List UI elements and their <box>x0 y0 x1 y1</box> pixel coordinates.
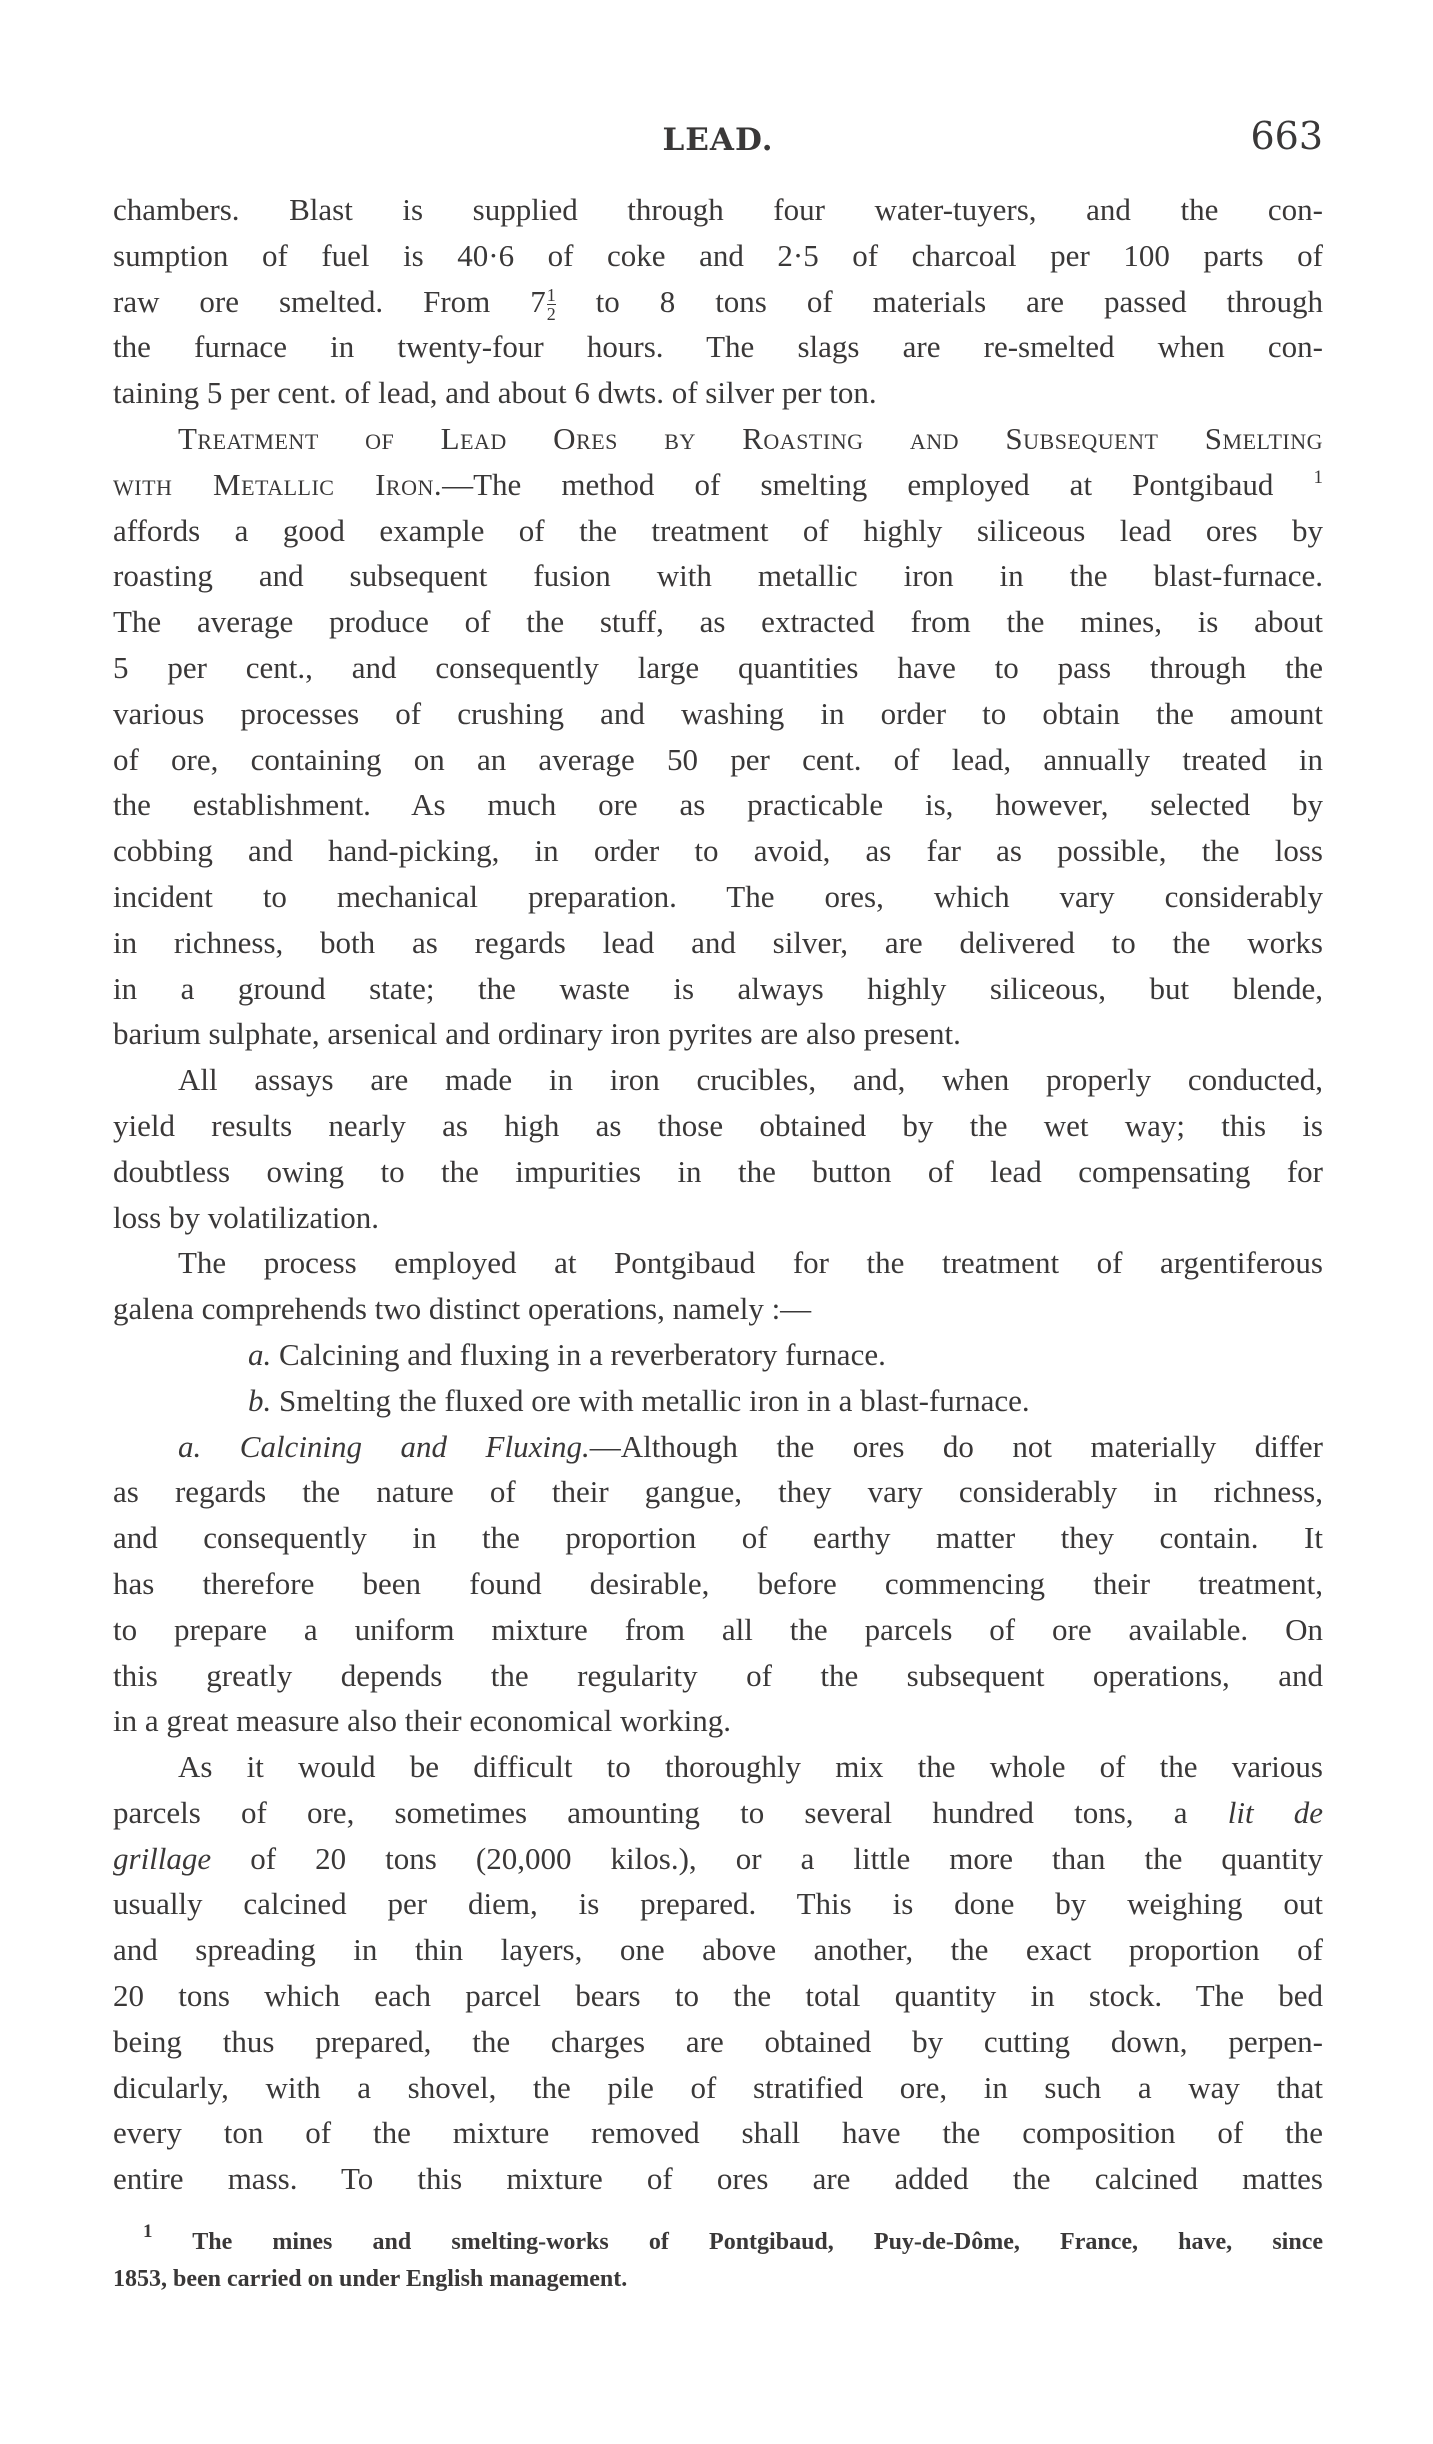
text-line: cobbing and hand-picking, in order to avoid, as far as possible, the loss <box>113 833 1323 869</box>
text-line: affords a good example of the treatment of highly siliceous lead ores by <box>113 512 1323 548</box>
mixed-fraction <box>530 283 556 324</box>
fraction-whole: 7 <box>530 283 546 319</box>
text-segment: parcels of ore, sometimes amounting to several hundred tons, a <box>113 1794 1188 1830</box>
list-item-text: Smelting the fluxed ore with metallic iron in a blast-furnace. <box>279 1382 1030 1418</box>
body-text <box>113 187 1323 2202</box>
italic-term: lit de <box>1227 1794 1324 1830</box>
text-line <box>113 1836 1323 1882</box>
text-segment: of 20 tons (20,000 kilos.), or a little more than the quantity <box>250 1840 1323 1876</box>
footnote-marker: 1 <box>143 2221 153 2242</box>
list-marker: a. <box>248 1336 272 1372</box>
text-line: as regards the nature of their gangue, they vary considerably in richness, <box>113 1474 1323 1510</box>
text-line: entire mass. To this mixture of ores are added the calcined mattes <box>113 2161 1323 2197</box>
subsection-marker: a. <box>178 1428 202 1464</box>
text-segment: —Although the ores do not materially differ <box>589 1428 1323 1464</box>
italic-term: grillage <box>113 1840 212 1876</box>
text-line: in a ground state; the waste is always highly siliceous, but blende, <box>113 970 1323 1006</box>
running-title: LEAD. <box>662 122 774 158</box>
text-line: has therefore been found desirable, before commencing their treatment, <box>113 1565 1323 1601</box>
text-line: the establishment. As much ore as practicable is, however, selected by <box>113 787 1323 823</box>
text-line: loss by volatilization. <box>113 1199 380 1235</box>
text-line: 20 tons which each parcel bears to the total quantity in stock. The bed <box>113 1978 1323 2014</box>
list-item <box>113 1332 1323 1378</box>
fraction-denominator: 2 <box>546 303 556 324</box>
running-head <box>113 114 1323 168</box>
list-item <box>113 1378 1323 1424</box>
text-line <box>113 1424 1323 1470</box>
text-line: chambers. Blast is supplied through four water-tuyers, and the con- <box>113 192 1323 227</box>
text-line: to prepare a uniform mixture from all the parcels of ore available. On <box>113 1611 1323 1647</box>
text-line: incident to mechanical preparation. The ores, which vary considerably <box>113 878 1323 914</box>
page-number: 663 <box>1250 114 1323 158</box>
text-line: The process employed at Pontgibaud for the treatment of argentiferous <box>178 1245 1323 1281</box>
text-line <box>113 279 1323 325</box>
text-line: being thus prepared, the charges are obtained by cutting down, perpen- <box>113 2023 1323 2059</box>
text-line: All assays are made in iron crucibles, and, when properly conducted, <box>178 1062 1323 1098</box>
text-line: barium sulphate, arsenical and ordinary iron pyrites are also present. <box>113 1016 961 1052</box>
text-line: every ton of the mixture removed shall have the composition of the <box>113 2115 1323 2151</box>
text-line: in a great measure also their economical working. <box>113 1703 732 1739</box>
footnote-line: 1853, been carried on under English management. <box>113 2266 628 2292</box>
text-line <box>113 462 1323 508</box>
text-line: yield results nearly as high as those obtained by the wet way; this is <box>113 1107 1323 1143</box>
text-line: doubtless owing to the impurities in the button of lead compensating for <box>113 1153 1323 1189</box>
text-line: As it would be difficult to thoroughly mix the whole of the various <box>178 1749 1323 1785</box>
text-line <box>113 1790 1323 1836</box>
text-line: taining 5 per cent. of lead, and about 6 dwts. of silver per ton. <box>113 375 877 411</box>
text-line: 5 per cent., and consequently large quantities have to pass through the <box>113 649 1323 685</box>
text-segment: —The method of smelting employed at Pontgibaud <box>442 466 1274 502</box>
text-line: The average produce of the stuff, as extracted from the mines, is about <box>113 604 1323 640</box>
section-heading-tail: with Metallic Iron. <box>113 466 443 502</box>
footnote-text: The mines and smelting-works of Pontgibaud, Puy-de-Dôme, France, have, since <box>192 2229 1323 2255</box>
text-line: galena comprehends two distinct operations, namely :— <box>113 1291 812 1327</box>
footnote-ref: 1 <box>1313 466 1323 488</box>
text-line: the furnace in twenty-four hours. The slags are re-smelted when con- <box>113 329 1323 365</box>
text-line: in richness, both as regards lead and silver, are delivered to the works <box>113 924 1323 960</box>
text-segment: raw ore smelted. From <box>113 283 491 319</box>
footnote-line <box>113 2221 1323 2261</box>
subsection-heading: Calcining and Fluxing. <box>239 1428 590 1464</box>
text-segment: to 8 tons of materials are passed through <box>595 283 1323 319</box>
list-item-text: Calcining and fluxing in a reverberatory furnace. <box>279 1336 886 1372</box>
text-line: this greatly depends the regularity of the subsequent operations, and <box>113 1657 1323 1693</box>
text-line: various processes of crushing and washing in order to obtain the amount <box>113 695 1323 731</box>
list-marker: b. <box>248 1382 272 1418</box>
text-line: roasting and subsequent fusion with metallic iron in the blast-furnace. <box>113 558 1323 594</box>
text-line: of ore, containing on an average 50 per cent. of lead, annually treated in <box>113 741 1323 777</box>
text-line: and spreading in thin layers, one above another, the exact proportion of <box>113 1932 1323 1968</box>
text-line: sumption of fuel is 40·6 of coke and 2·5 of charcoal per 100 parts of <box>113 237 1323 273</box>
fraction <box>547 286 556 323</box>
text-line: usually calcined per diem, is prepared. This is done by weighing out <box>113 1886 1323 1922</box>
fraction-numerator: 1 <box>546 284 556 305</box>
footnotes <box>113 2221 1323 2298</box>
text-line: and consequently in the proportion of earthy matter they contain. It <box>113 1520 1323 1556</box>
section-heading-line: Treatment of Lead Ores by Roasting and Subsequent Smelting <box>178 420 1323 456</box>
text-line: dicularly, with a shovel, the pile of stratified ore, in such a way that <box>113 2069 1323 2105</box>
